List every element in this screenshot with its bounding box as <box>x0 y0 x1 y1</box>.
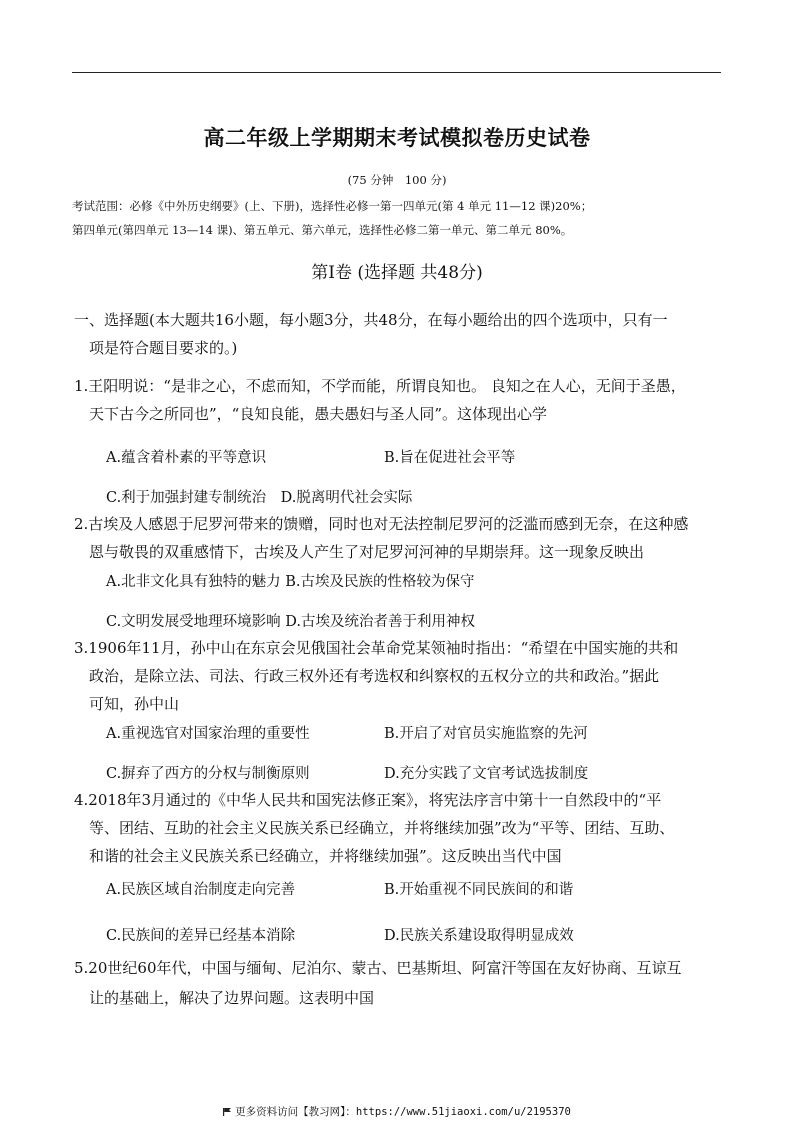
question-1-option-a: A.蕴含着朴素的平等意识 <box>106 450 267 466</box>
footer-text: 更多资料访问【教习网】：https://www.51jiaoxi.com/u/2195370 <box>235 1106 571 1118</box>
question-4-option-d: D.民族关系建设取得明显成效 <box>384 928 574 944</box>
flag-icon <box>223 1107 231 1115</box>
question-3-option-b: B.开启了对官员实施监察的先河 <box>384 726 588 742</box>
question-5-text: 5.20世纪60年代，中国与缅甸、尼泊尔、蒙古、巴基斯坦、阿富汗等国在友好协商、互谅互 <box>74 959 682 977</box>
question-3-option-a: A.重视选官对国家治理的重要性 <box>106 726 310 742</box>
section-title: 第Ⅰ卷 (选择题 共48分) <box>311 263 483 283</box>
exam-scope-line: 第四单元(第四单元 13—14 课)、第五单元、第六单元，选择性必修二第一单元、第二单元 80%。 <box>72 223 573 237</box>
section-instructions: 一、选择题(本大题共16小题，每小题3分，共48分，在每小题给出的四个选项中，只有一 <box>74 311 668 329</box>
question-1-option-cd: C.利于加强封建专制统治 D.脱离明代社会实际 <box>106 490 413 506</box>
question-4-option-c: C.民族间的差异已经基本消除 <box>106 928 296 944</box>
question-3-option-c: C.摒弃了西方的分权与制衡原则 <box>106 766 310 782</box>
exam-scope <box>72 194 732 242</box>
question-5-text: 让的基础上，解决了边界问题。这表明中国 <box>89 989 375 1007</box>
question-2-text: 恩与敬畏的双重感情下，古埃及人产生了对尼罗河河神的早期崇拜。这一现象反映出 <box>89 543 645 561</box>
question-1-text: 1.王阳明说：“是非之心，不虑而知，不学而能，所谓良知也。 良知之在人心，无间于圣愚， <box>74 377 686 395</box>
question-3-text: 可知，孙中山 <box>89 695 180 713</box>
top-rule <box>72 72 721 73</box>
question-1-text: 天下古今之所同也”，“良知良能，愚夫愚妇与圣人同”。这体现出心学 <box>89 405 548 423</box>
question-4-text: 4.2018年3月通过的《中华人民共和国宪法修正案》，将宪法序言中第十一自然段中的“平 <box>74 791 662 809</box>
question-4-option-b: B.开始重视不同民族间的和谐 <box>384 882 574 898</box>
question-3-option-d: D.充分实践了文官考试选拔制度 <box>384 766 589 782</box>
question-3-text: 3.1906年11月，孙中山在东京会见俄国社会革命党某领袖时指出：“希望在中国实施的共和 <box>74 639 679 657</box>
section-instructions: 项是符合题目要求的。) <box>89 339 238 357</box>
question-3-text: 政治，是除立法、司法、行政三权外还有考选权和纠察权的五权分立的共和政治。”据此 <box>89 667 660 685</box>
question-1-option-b: B.旨在促进社会平等 <box>384 450 516 466</box>
question-2-option-ab: A.北非文化具有独特的魅力 B.古埃及民族的性格较为保守 <box>106 574 475 590</box>
exam-title: 高二年级上学期期末考试模拟卷历史试卷 <box>203 125 591 150</box>
footer-link[interactable] <box>0 1104 794 1119</box>
question-2-option-cd: C.文明发展受地理环境影响 D.古埃及统治者善于利用神权 <box>106 614 476 630</box>
exam-duration-score: (75 分钟 100 分) <box>347 173 447 187</box>
question-4-text: 和谐的社会主义民族关系已经确立，并将继续加强”。这反映出当代中国 <box>89 847 562 865</box>
question-4-option-a: A.民族区域自治制度走向完善 <box>106 882 296 898</box>
question-2-text: 2.古埃及人感恩于尼罗河带来的馈赠，同时也对无法控制尼罗河的泛滥而感到无奈，在这种感 <box>74 515 689 533</box>
exam-scope-line: 考试范围：必修《中外历史纲要》(上、下册)，选择性必修一第一四单元(第 4 单元 11—12 课)20%； <box>72 199 593 213</box>
question-4-text: 等、团结、互助的社会主义民族关系已经确立，并将继续加强”改为“平等、团结、互助、 <box>89 819 675 837</box>
